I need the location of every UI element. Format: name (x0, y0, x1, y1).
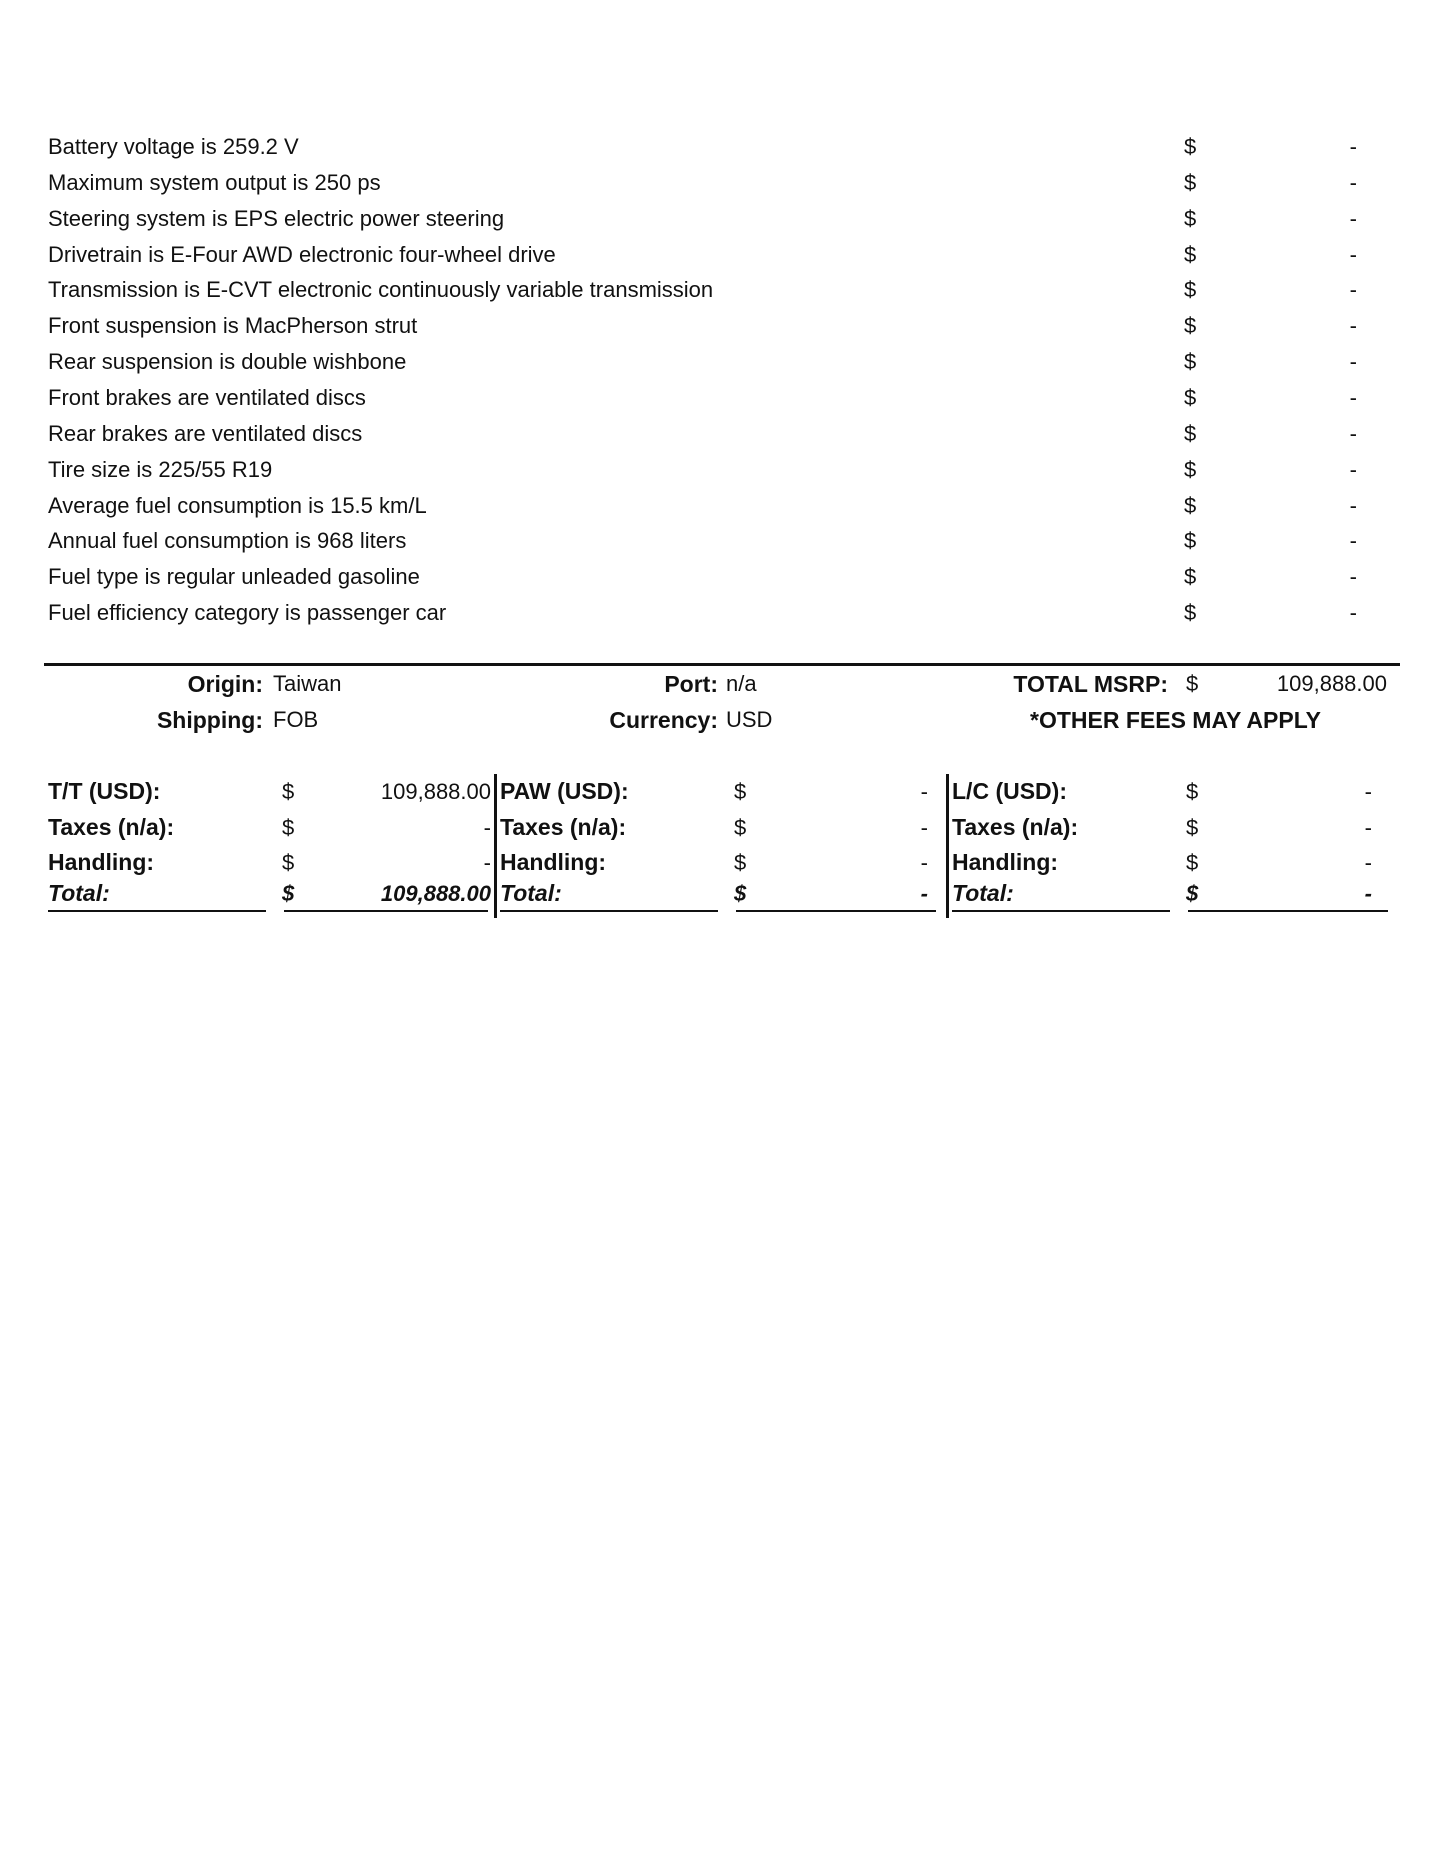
total-underline (500, 910, 718, 912)
currency-label: Currency: (609, 707, 718, 733)
total-msrp-value: 109,888.00 (1276, 671, 1387, 696)
spec-row (0, 559, 1445, 595)
spec-label: Rear brakes are ventilated discs (48, 420, 363, 446)
payment-label: Total: (48, 880, 110, 906)
payment-amount: 109,888.00 (380, 779, 491, 804)
spec-amount: - (1349, 169, 1357, 195)
payment-row (48, 810, 491, 845)
payment-label: Handling: (500, 849, 607, 875)
currency-symbol: $ (1186, 779, 1199, 804)
currency-symbol: $ (282, 881, 295, 906)
origin-label: Origin: (187, 671, 263, 697)
currency-symbol: $ (282, 814, 295, 840)
payment-label: PAW (USD): (500, 778, 629, 804)
total-row (500, 876, 940, 911)
other-fees-note: *OTHER FEES MAY APPLY (1030, 707, 1321, 733)
currency-symbol: $ (734, 814, 747, 840)
spec-label: Drivetrain is E-Four AWD electronic four-wheel drive (48, 241, 556, 267)
spec-label: Front brakes are ventilated discs (48, 384, 366, 410)
shipping-label: Shipping: (156, 707, 263, 733)
spec-amount: - (1349, 492, 1357, 518)
currency-symbol: $ (1186, 881, 1199, 906)
spec-label: Average fuel consumption is 15.5 km/L (48, 492, 427, 518)
payment-amount: - (1364, 814, 1372, 840)
spec-row (0, 201, 1445, 237)
payment-amount: - (920, 779, 928, 804)
payment-row (952, 845, 1392, 880)
payment-label: Total: (952, 880, 1014, 906)
origin-value: Taiwan (273, 671, 342, 696)
spec-amount: - (1349, 349, 1357, 375)
spec-amount: - (1349, 277, 1357, 303)
spec-label: Rear suspension is double wishbone (48, 349, 407, 375)
currency-symbol: $ (1184, 420, 1197, 446)
spec-row (0, 129, 1445, 165)
spec-amount: - (1349, 313, 1357, 339)
currency-symbol: $ (1184, 492, 1197, 518)
column-divider (494, 774, 497, 918)
spec-label: Annual fuel consumption is 968 liters (48, 528, 407, 554)
currency-symbol: $ (1186, 850, 1199, 875)
currency-symbol: $ (1184, 169, 1197, 195)
total-underline (952, 910, 1170, 912)
payment-label: Total: (500, 880, 562, 906)
payment-label: L/C (USD): (952, 778, 1067, 804)
payment-amount: - (1364, 881, 1372, 906)
spec-amount: - (1349, 528, 1357, 554)
payment-row (500, 810, 940, 845)
spec-label: Maximum system output is 250 ps (48, 169, 381, 195)
payment-amount: - (920, 814, 928, 840)
currency-symbol: $ (1184, 313, 1197, 339)
payment-row (48, 845, 491, 880)
payment-label: T/T (USD): (48, 778, 161, 804)
currency-symbol: $ (282, 850, 295, 875)
currency-symbol: $ (1184, 456, 1197, 482)
payment-label: Taxes (n/a): (952, 813, 1079, 840)
payment-row (952, 774, 1392, 809)
currency-symbol: $ (282, 779, 295, 804)
payment-label: Taxes (n/a): (48, 813, 175, 840)
payment-section-tt (48, 774, 491, 916)
total-underline (736, 910, 936, 912)
spec-label: Front suspension is MacPherson strut (48, 313, 418, 339)
currency-symbol: $ (1184, 349, 1197, 375)
currency-symbol: $ (734, 850, 747, 875)
payment-amount: - (920, 881, 928, 906)
payment-amount: - (483, 814, 491, 840)
spec-label: Steering system is EPS electric power steering (48, 205, 505, 231)
spec-amount: - (1349, 241, 1357, 267)
payment-row (48, 774, 491, 809)
spec-row (0, 165, 1445, 201)
currency-symbol: $ (734, 881, 747, 906)
spec-label: Fuel efficiency category is passenger car (48, 600, 447, 626)
section-divider (44, 663, 1400, 666)
spec-row (0, 488, 1445, 524)
payment-row (500, 845, 940, 880)
currency-value: USD (726, 707, 773, 732)
spec-row (0, 523, 1445, 559)
payment-row (500, 774, 940, 809)
spec-row (0, 595, 1445, 631)
payment-amount: 109,888.00 (380, 881, 491, 906)
total-msrp-label: TOTAL MSRP: (1013, 671, 1168, 697)
currency-symbol: $ (1184, 384, 1197, 410)
spec-amount: - (1349, 564, 1357, 590)
payment-amount: - (483, 850, 491, 875)
currency-symbol: $ (1184, 564, 1197, 590)
spec-row (0, 380, 1445, 416)
payment-row (952, 810, 1392, 845)
currency-symbol: $ (1184, 600, 1197, 626)
currency-symbol: $ (734, 779, 747, 804)
currency-symbol: $ (1184, 241, 1197, 267)
payment-amount: - (1364, 779, 1372, 804)
payment-label: Handling: (952, 849, 1059, 875)
spec-label: Battery voltage is 259.2 V (48, 134, 299, 159)
total-underline (48, 910, 266, 912)
currency-symbol: $ (1186, 814, 1199, 840)
shipping-value: FOB (273, 707, 319, 732)
spec-amount: - (1349, 456, 1357, 482)
spec-amount: - (1349, 420, 1357, 446)
column-divider (946, 774, 949, 918)
spec-row (0, 272, 1445, 308)
payment-label: Handling: (48, 849, 155, 875)
port-value: n/a (726, 671, 757, 696)
spec-amount: - (1349, 205, 1357, 231)
spec-row (0, 237, 1445, 273)
payment-section-lc (952, 774, 1392, 916)
payment-amount: - (1364, 850, 1372, 875)
payment-amount: - (920, 850, 928, 875)
spec-amount: - (1349, 600, 1357, 626)
total-row (952, 876, 1392, 911)
payment-section-paw (500, 774, 940, 916)
spec-label: Fuel type is regular unleaded gasoline (48, 564, 420, 590)
port-label: Port: (664, 671, 718, 697)
spec-row (0, 308, 1445, 344)
spec-row (0, 344, 1445, 380)
total-underline (1188, 910, 1388, 912)
currency-symbol: $ (1184, 134, 1197, 159)
currency-symbol: $ (1184, 528, 1197, 554)
total-row (48, 876, 491, 911)
total-msrp-currency: $ (1186, 671, 1199, 696)
spec-amount: - (1349, 384, 1357, 410)
currency-symbol: $ (1184, 205, 1197, 231)
spec-label: Transmission is E-CVT electronic continuously variable transmission (48, 277, 714, 303)
payment-label: Taxes (n/a): (500, 813, 627, 840)
spec-row (0, 416, 1445, 452)
spec-row (0, 452, 1445, 488)
currency-symbol: $ (1184, 277, 1197, 303)
spec-label: Tire size is 225/55 R19 (48, 456, 273, 482)
spec-amount: - (1349, 134, 1357, 159)
total-underline (284, 910, 488, 912)
